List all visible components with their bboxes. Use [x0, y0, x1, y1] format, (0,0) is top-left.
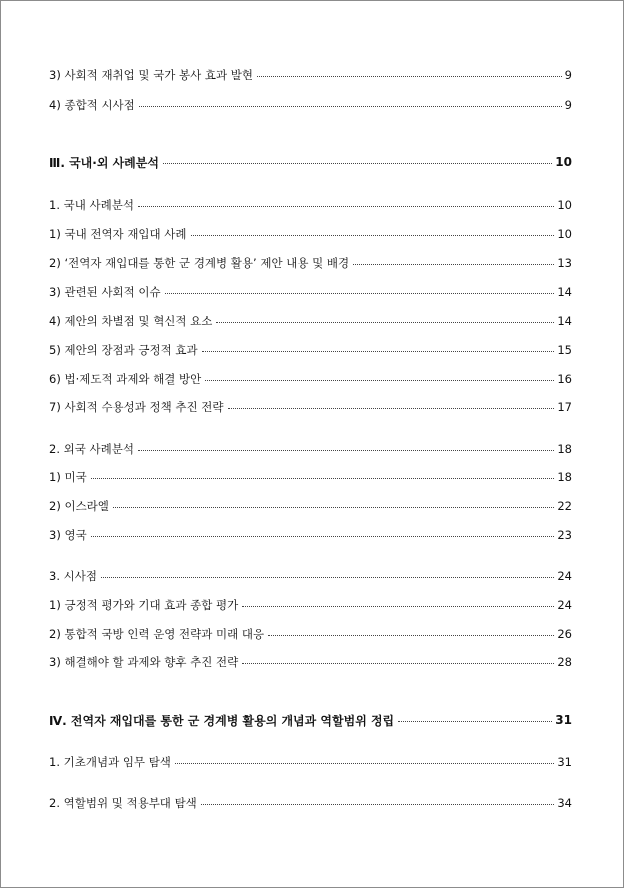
dot-leader	[257, 76, 562, 77]
toc-entry-title: Ⅳ. 전역자 재입대를 통한 군 경계병 활용의 개념과 역할범위 정립	[49, 713, 395, 728]
toc-entry-title: 3) 해결해야 할 과제와 향후 추진 전략	[49, 655, 239, 669]
toc-entry-page-number: 18	[557, 442, 572, 456]
toc-entry-page-number: 26	[557, 627, 572, 641]
toc-entry[interactable]	[49, 195, 572, 215]
toc-entry-title: 3. 시사점	[49, 569, 97, 583]
toc-entry-title: 3) 영국	[49, 528, 87, 542]
dot-leader	[242, 606, 554, 607]
toc-entry[interactable]	[49, 793, 572, 813]
toc-entry-title: Ⅲ. 국내·외 사례분석	[49, 155, 159, 170]
toc-entry-page-number: 14	[557, 285, 572, 299]
toc-entry[interactable]	[49, 65, 572, 85]
toc-entry-title: 6) 법·제도적 과제와 해결 방안	[49, 372, 202, 386]
toc-entry-title: 2) ‘전역자 재입대를 통한 군 경계병 활용’ 제안 내용 및 배경	[49, 256, 350, 270]
toc-entry-page-number: 24	[557, 598, 572, 612]
toc-entry[interactable]	[49, 282, 572, 302]
toc-entry-title: 1) 긍정적 평가와 기대 효과 종합 평가	[49, 598, 239, 612]
dot-leader	[101, 577, 554, 578]
toc-entry-page-number: 28	[557, 655, 572, 669]
toc-entry-title: 7) 사회적 수용성과 정책 추진 전략	[49, 400, 224, 414]
toc-entry-title: 2. 역할범위 및 적용부대 탐색	[49, 796, 197, 810]
toc-section-heading[interactable]	[49, 710, 572, 730]
toc-entry-page-number: 22	[557, 499, 572, 513]
toc-entry[interactable]	[49, 752, 572, 772]
dot-leader	[175, 763, 554, 764]
dot-leader	[139, 106, 562, 107]
toc-entry-page-number: 31	[557, 755, 572, 769]
toc-entry-title: 4) 종합적 시사점	[49, 98, 135, 112]
toc-entry-page-number: 9	[564, 98, 572, 112]
toc-entry-page-number: 31	[555, 713, 572, 727]
toc-entry[interactable]	[49, 595, 572, 615]
toc-entry-page-number: 34	[557, 796, 572, 810]
toc-entry[interactable]	[49, 467, 572, 487]
toc-entry-title: 1) 국내 전역자 재입대 사례	[49, 227, 187, 241]
toc-entry[interactable]	[49, 652, 572, 672]
toc-entry-title: 2) 통합적 국방 인력 운영 전략과 미래 대응	[49, 627, 265, 641]
toc-entry[interactable]	[49, 496, 572, 516]
toc-entry[interactable]	[49, 253, 572, 273]
dot-leader	[202, 351, 555, 352]
toc-entry-title: 3) 사회적 재취업 및 국가 봉사 효과 발현	[49, 68, 254, 82]
toc-entry[interactable]	[49, 224, 572, 244]
dot-leader	[138, 450, 554, 451]
dot-leader	[165, 293, 555, 294]
dot-leader	[268, 635, 554, 636]
toc-entry[interactable]	[49, 624, 572, 644]
toc-entry-page-number: 13	[557, 256, 572, 270]
toc-entry-title: 5) 제안의 장점과 긍정적 효과	[49, 343, 198, 357]
toc-entry-page-number: 10	[557, 198, 572, 212]
toc-entry-page-number: 17	[557, 400, 572, 414]
dot-leader	[228, 408, 555, 409]
dot-leader	[163, 163, 552, 164]
toc-entry[interactable]	[49, 369, 572, 389]
toc-entry[interactable]	[49, 525, 572, 545]
toc-entry-page-number: 23	[557, 528, 572, 542]
toc-entry[interactable]	[49, 95, 572, 115]
toc-entry[interactable]	[49, 439, 572, 459]
dot-leader	[242, 663, 554, 664]
toc-entry-page-number: 24	[557, 569, 572, 583]
toc-entry-title: 3) 관련된 사회적 이슈	[49, 285, 161, 299]
toc-entry[interactable]	[49, 566, 572, 586]
toc-entry-title: 1) 미국	[49, 470, 87, 484]
toc-entry[interactable]	[49, 340, 572, 360]
toc-entry-page-number: 18	[557, 470, 572, 484]
dot-leader	[353, 264, 554, 265]
toc-entry-title: 1. 국내 사례분석	[49, 198, 134, 212]
dot-leader	[216, 322, 554, 323]
dot-leader	[91, 536, 555, 537]
toc-entry-page-number: 9	[564, 68, 572, 82]
toc-entry[interactable]	[49, 311, 572, 331]
toc-entry-title: 2) 이스라엘	[49, 499, 109, 513]
toc-entry-title: 2. 외국 사례분석	[49, 442, 134, 456]
toc-entry-title: 4) 제안의 차별점 및 혁신적 요소	[49, 314, 213, 328]
dot-leader	[201, 804, 555, 805]
dot-leader	[138, 206, 554, 207]
toc-entry-page-number: 10	[557, 227, 572, 241]
toc-entry-page-number: 10	[555, 155, 572, 169]
toc-entry[interactable]	[49, 397, 572, 417]
toc-entry-page-number: 14	[557, 314, 572, 328]
toc-entry-title: 1. 기초개념과 임무 탐색	[49, 755, 171, 769]
dot-leader	[205, 380, 554, 381]
toc-section-heading[interactable]	[49, 152, 572, 172]
dot-leader	[191, 235, 555, 236]
dot-leader	[398, 721, 552, 722]
toc-entry-page-number: 16	[557, 372, 572, 386]
dot-leader	[113, 507, 554, 508]
toc-entry-page-number: 15	[557, 343, 572, 357]
dot-leader	[91, 478, 555, 479]
